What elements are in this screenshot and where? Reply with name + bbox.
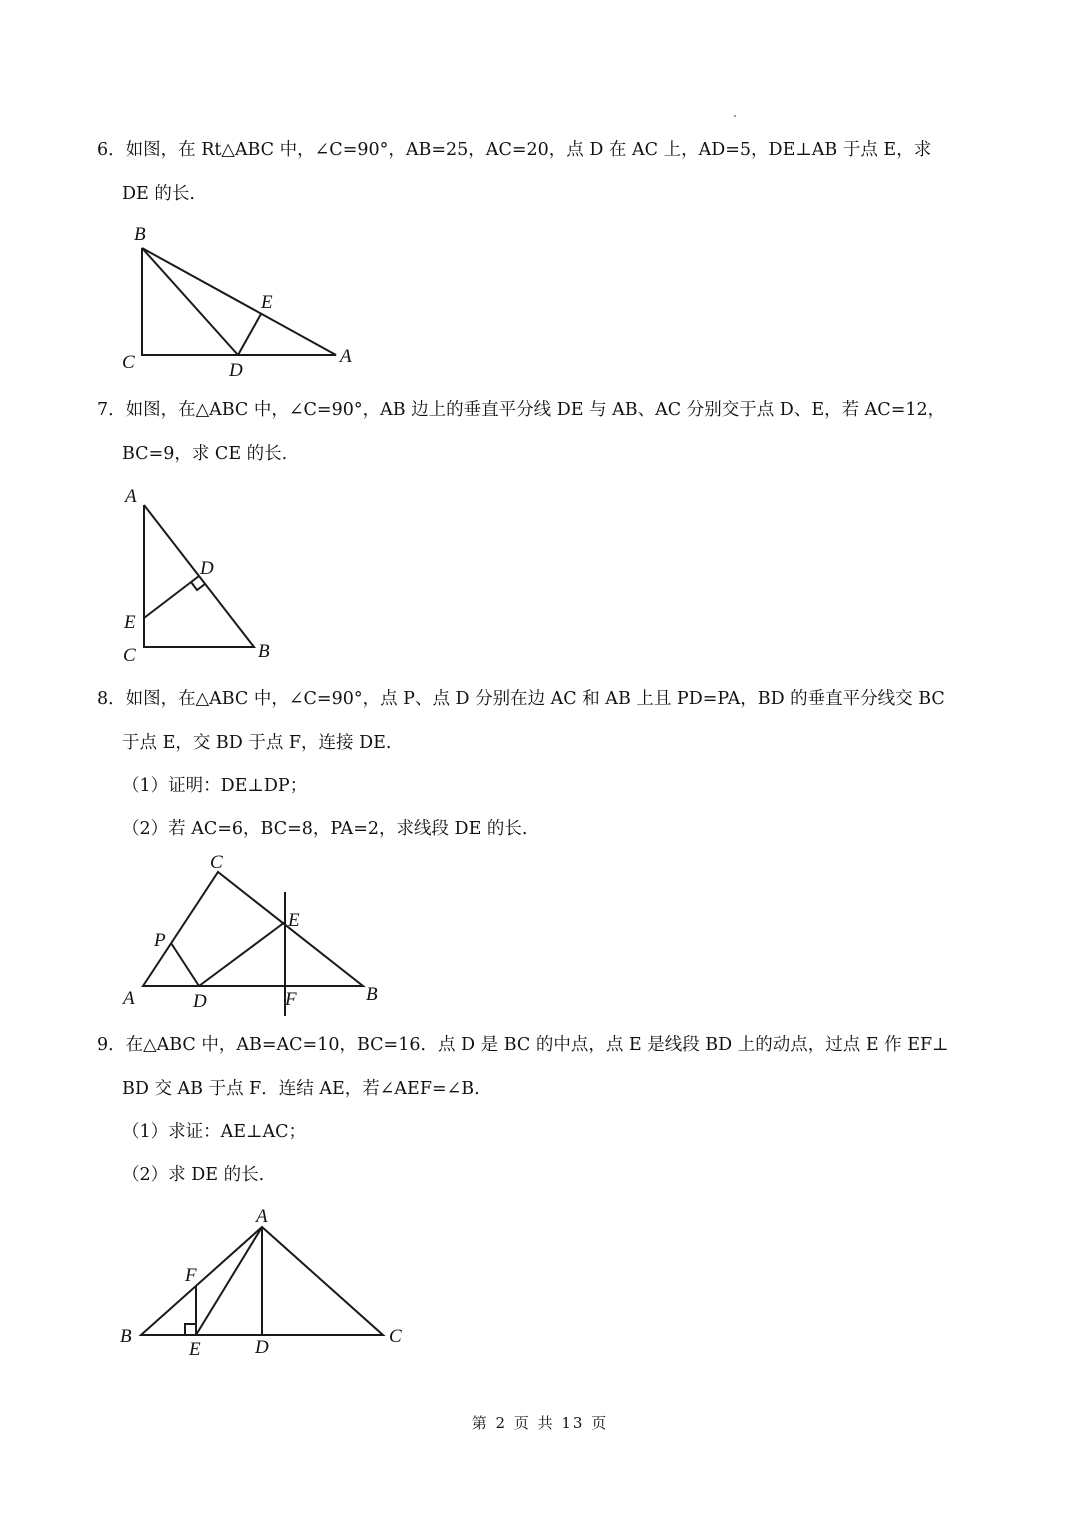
label-A: A [256,1206,268,1227]
label-E: E [261,292,273,313]
label-D: D [193,991,207,1012]
label-E: E [189,1339,201,1360]
problem-9-text-line2: BD 交 AB 于点 F．连结 AE，若∠AEF=∠B. [122,1079,480,1099]
problem-7-text-line1: 7．如图，在△ABC 中，∠C=90°，AB 边上的垂直平分线 DE 与 AB、AC 分别交于点 D、E，若 AC=12， [97,400,946,420]
problem-8-part1: （1）证明：DE⊥DP； [122,776,308,796]
problem-6-text-line1: 6．如图，在 Rt△ABC 中，∠C=90°，AB=25，AC=20，点 D 在 AC 上，AD=5，DE⊥AB 于点 E，求 [97,140,932,160]
label-F: F [285,989,297,1010]
label-A: A [340,346,352,367]
problem-8-figure [110,850,400,1020]
label-P: P [154,930,166,951]
scan-speck [734,115,736,117]
page-footer: 第 2 页 共 13 页 [471,1414,609,1432]
label-B: B [258,641,270,662]
problem-9-part2: （2）求 DE 的长. [122,1165,265,1185]
problem-9-text-line1: 9．在△ABC 中，AB=AC=10，BC=16．点 D 是 BC 的中点，点 E 是线段 BD 上的动点，过点 E 作 EF⊥ [97,1035,949,1055]
label-E: E [124,612,136,633]
label-B: B [366,984,378,1005]
problem-6-text-line2: DE 的长. [122,184,195,204]
problem-8-part2: （2）若 AC=6，BC=8，PA=2，求线段 DE 的长. [122,819,528,839]
label-C: C [123,645,136,666]
problem-6-figure [110,220,370,385]
problem-9-part1: （1）求证：AE⊥AC； [122,1122,307,1142]
label-A: A [123,988,135,1009]
label-C: C [122,352,135,373]
problem-7-text-line2: BC=9，求 CE 的长. [122,444,288,464]
problem-7-figure [110,480,290,670]
label-D: D [255,1337,269,1358]
label-C: C [210,852,223,873]
label-C: C [389,1326,402,1347]
label-F: F [185,1265,197,1286]
label-D: D [229,360,243,381]
label-A: A [125,486,137,507]
label-E: E [288,910,300,931]
problem-8-text-line1: 8．如图，在△ABC 中，∠C=90°，点 P、点 D 分别在边 AC 和 AB 上且 PD=PA，BD 的垂直平分线交 BC [97,689,945,709]
problem-8-text-line2: 于点 E，交 BD 于点 F，连接 DE. [122,733,392,753]
label-B: B [134,224,146,245]
label-B: B [120,1326,132,1347]
problem-9-figure [110,1200,410,1365]
label-D: D [200,558,214,579]
